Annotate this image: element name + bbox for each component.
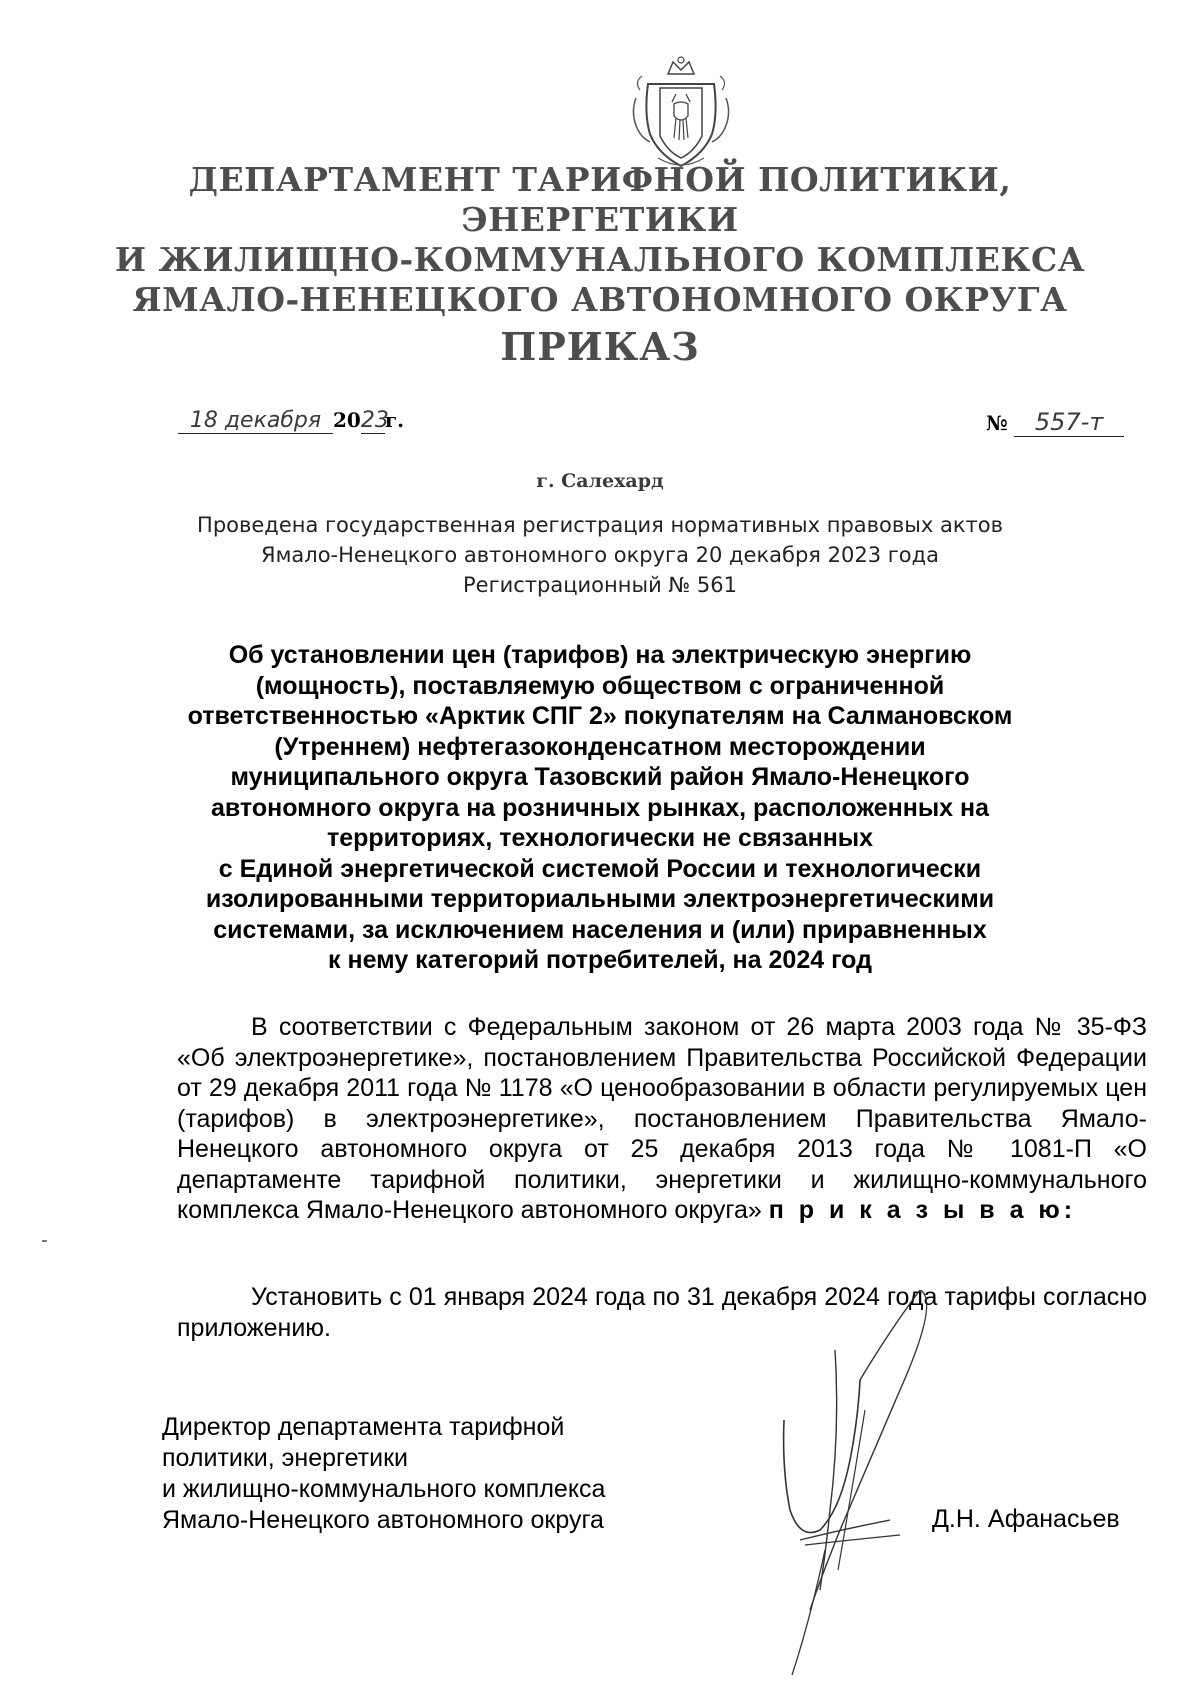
header-line-2: И ЖИЛИЩНО-КОММУНАЛЬНОГО КОМПЛЕКСА — [114, 240, 1086, 279]
signatory-name: Д.Н. Афанасьев — [932, 1505, 1120, 1533]
order-number — [986, 408, 1124, 437]
signatory-title — [162, 1412, 605, 1536]
subject-line: территориях, технологически не связанных — [326, 824, 874, 852]
registration-line-2: Ямало-Ненецкого автономного округа 20 декабря 2023 года — [260, 543, 939, 567]
subject-line: муниципального округа Тазовский район Ямало-Ненецкого — [230, 763, 970, 791]
scan-artifact — [42, 1240, 47, 1242]
document-type-title: ПРИКАЗ — [500, 324, 700, 369]
signatory-title-line: Ямало-Ненецкого автономного округа — [162, 1506, 604, 1534]
handwritten-signature — [780, 1290, 980, 1680]
department-header — [100, 160, 1100, 320]
subject-line: к нему категорий потребителей, на 2024 год — [328, 946, 872, 974]
handwritten-day-month: 18 декабря — [178, 408, 333, 434]
subject-line: изолированными территориальными электроэнергетическими — [205, 885, 995, 913]
signatory-title-line: Директор департамента тарифной — [162, 1413, 565, 1441]
signatory-title-line: политики, энергетики — [162, 1444, 408, 1472]
registration-line-3: Регистрационный № 561 — [463, 573, 737, 597]
order-subject — [140, 640, 1060, 976]
preamble-paragraph — [177, 1012, 1147, 1226]
coat-of-arms-emblem — [628, 54, 734, 172]
preamble-text: В соответствии с Федеральным законом от 26 марта 2003 года № 35-ФЗ «Об электроэнергетике», постановлением Правительства Российской Федерации от 29 декабря 2011 года № 1178 «О ценообразовании в области регулируемых цен (тарифов) в электроэнергетике», постановлением Правительства Ямало-Ненецкого автономного округа от 25 декабря 2013 года № 1081-П «О департаменте тарифной политики, энергетики и жилищно-коммунального комплекса Ямало-Ненецкого автономного округа» — [177, 1013, 1147, 1224]
order-word: п р и к а з ы в а ю: — [768, 1196, 1077, 1224]
subject-line: системами, за исключением населения и (или) приравненных — [213, 915, 987, 944]
header-line-1: ДЕПАРТАМЕНТ ТАРИФНОЙ ПОЛИТИКИ, ЭНЕРГЕТИКИ — [188, 160, 1012, 239]
signatory-title-line: и жилищно-коммунального комплекса — [162, 1475, 606, 1503]
subject-line: автономного округа на розничных рынках, расположенных на — [210, 793, 990, 822]
handwritten-year: 23 — [360, 408, 389, 433]
header-line-3: ЯМАЛО-НЕНЕЦКОГО АВТОНОМНОГО ОКРУГА — [132, 280, 1068, 319]
city-line: г. Салехард — [536, 470, 664, 492]
handwritten-number: 557-т — [1014, 408, 1124, 437]
year-prefix: 20 — [333, 408, 361, 432]
subject-line: Об установлении цен (тарифов) на электрическую энергию — [228, 641, 972, 669]
registration-note — [100, 510, 1100, 600]
decision-paragraph: Установить с 01 января 2024 года по 31 декабря 2024 года тарифы согласно приложению. — [177, 1283, 1147, 1342]
subject-line: с Единой энергетической системой России и технологически — [218, 854, 982, 883]
subject-line: ответственностью «Арктик СПГ 2» покупателям на Салмановском — [187, 702, 1013, 730]
order-date — [178, 408, 404, 434]
subject-line: (мощность), поставляемую обществом с ограниченной — [255, 671, 945, 700]
date-suffix: г. — [384, 408, 405, 432]
subject-line: (Утреннем) нефтегазоконденсатном месторождении — [274, 732, 926, 761]
registration-line-1: Проведена государственная регистрация нормативных правовых актов — [197, 513, 1003, 537]
number-label: № — [986, 411, 1008, 435]
